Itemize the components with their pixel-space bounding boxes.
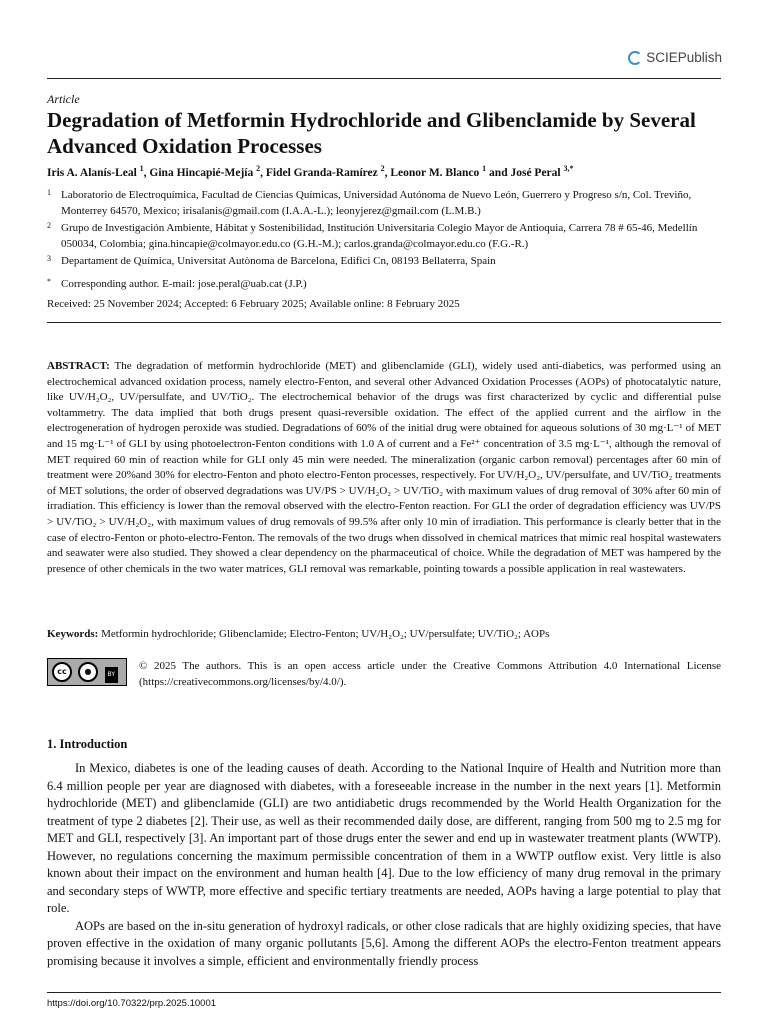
author-affil-mark: 1 — [139, 164, 144, 173]
publisher-logo — [628, 50, 722, 65]
section-heading: 1. Introduction — [47, 737, 128, 751]
keywords-text: Metformin hydrochloride; Glibenclamide; Electro-Fenton; UV/H₂O₂; UV/persulfate; UV/TiO₂; AOPs — [101, 628, 550, 640]
doi-link[interactable]: https://doi.org/10.70322/prp.2025.10001 — [47, 998, 217, 1009]
article-type: Article — [47, 92, 80, 106]
body-paragraph: In Mexico, diabetes is one of the leading causes of death. According to the National Inquire of Health and Nutrition more than 6.4 million people per year are diagnosed with diabetes, with a foreseeable increase in the number in the next years [1]. Metformin hydrochloride (MET) and glibenclamide (GLI) are two antidiabetic drugs recommended by the World Health Organization for the treatment of type 2 diabetes [2]. Their use, as well as their recommended daily dose, are different, ranging from 500 mg to 2.5 mg for MET and GLI, respectively [3]. An important part of those drugs enter the sewer and end up in wastewater treatment plants (WWTP). However, no regulations concerning the maximum permissible concentration of them in a WWTP outflow exist. Very little is also known about their impact on the environment and human health [4]. Due to the low efficiency of many drug removal in the primary and secondary steps of WWTP, more effective and specific tertiary treatments are needed, AOPs having a large potential to play that role. — [47, 761, 721, 915]
author: Gina Hincapié-Mejía — [149, 166, 254, 179]
author: Iris A. Alanís-Leal — [47, 166, 137, 179]
affiliation-number: 1 — [47, 188, 51, 197]
affiliation-number: * — [47, 277, 51, 286]
affiliation-number: 3 — [47, 254, 51, 263]
author-affil-mark: 2 — [380, 164, 385, 173]
affiliation-item — [47, 253, 722, 269]
license-text: © 2025 The authors. This is an open access article under the Creative Commons Attribution 4.0 International License (https://creativecommons.org/licenses/by/4.0/). — [139, 660, 721, 688]
affiliation-text: Corresponding author. E-mail: jose.peral@uab.cat (J.P.) — [61, 278, 307, 290]
license-block — [47, 658, 721, 690]
affiliation-item — [47, 187, 722, 219]
abstract-label: ABSTRACT: — [47, 360, 110, 372]
section-body — [47, 760, 721, 970]
affiliation-number: 2 — [47, 221, 51, 230]
affiliation-item — [47, 220, 722, 252]
paper-title: Degradation of Metformin Hydrochloride and Glibenclamide by Several Advanced Oxidation Processes — [47, 108, 696, 158]
author-affil-mark: 3,* — [563, 164, 574, 173]
abstract — [47, 359, 721, 577]
footer-divider — [47, 992, 721, 993]
cc-by-badge[interactable] — [47, 658, 127, 686]
dates-divider — [47, 322, 721, 323]
keywords-label: Keywords: — [47, 628, 99, 640]
by-label: BY — [105, 667, 118, 683]
author: Leonor M. Blanco — [390, 166, 480, 179]
publisher-name: SCIEPublish — [646, 50, 722, 65]
affiliation-text: Departament de Química, Universitat Autònoma de Barcelona, Edifici Cn, 08193 Bellaterra, Spain — [61, 255, 496, 267]
author-affil-mark: 1 — [482, 164, 487, 173]
author: José Peral — [510, 166, 561, 179]
abstract-text: The degradation of metformin hydrochloride (MET) and glibenclamide (GLI), widely used anti-diabetics, was performed using an electrochemical advanced oxidation process, namely electro-Fenton, and several other Advanced Oxidation Processes (AOPs) of photocatalytic nature, like UV/H₂O₂, UV/persulfate, and UV/TiO₂. The electrochemical behavior of the drugs was first characterized by cyclic and differential pulse voltammetry. The data implied that both drugs present quasi-reversible oxidation. The effect of the applied current and the airflow in the electrogeneration of hydrogen peroxide was studied. Degradations of 60% of the initial drug were obtained for aqueous solutions of 30 mg·L⁻¹ of MET and 15 mg·L⁻¹ of GLI by using photoelectron-Fenton conditions with 1.0 A of current and a Fe²⁺ concentration of 3.5 mg·L⁻¹, although the removal of MET required 60 min of reaction while for GLI only 45 min were needed. The mineralization (organic carbon removal) percentages after 60 min of treatment were 20%and 30% for electro-Fenton and photo electro-Fenton processes, respectively. For UV/H₂O₂, UV/persulfate, and UV/TiO₂ treatments of MET solutions, the order of observed degradations was UV/PS > UV/H₂O₂ > UV/TiO₂ with maximum values of drug removal of 30% after 60 min of irradiation. This efficiency is lower than the removal observed with the electro-Fenton reaction. For GLI the order of degradation efficiency was UV/PS > UV/TiO₂ > UV/H₂O₂, with maximum values of drug removals of 99.5% after only 10 min of irradiation. This performance is clearly better that in the case of electro-Fenton or photo-electro-Fenton. The removals of the two drugs when dissolved in chemical matrices that mimic real hospital wastewaters and seawater were also studied. They showed a clear dependency on the pharmaceutical of choice. While the degradation of MET was hampered by the presence of other chemicals in the two water matrices, GLI removal was remarkable, pointing towards a possible application in real wastewaters. — [47, 360, 721, 575]
keywords — [47, 628, 721, 640]
affiliation-text: Laboratorio de Electroquímica, Facultad de Ciencias Químicas, Universidad Autónoma de Nuevo León, Guerrero y Progreso s/n, Col. Treviño, Monterrey 64570, Mexico; irisalanis@gmail.com (I.A.A.-L.); leonyjerez@gmail.com (L.M.B.) — [61, 189, 692, 217]
publication-dates: Received: 25 November 2024; Accepted: 6 February 2025; Available online: 8 February 2025 — [47, 298, 460, 310]
body-paragraph: AOPs are based on the in-situ generation of hydroxyl radicals, or other close radicals that are highly oxidizing species, that have proven effective in the oxidation of many organic pollutants [5,6]. Among the different AOPs the electro-Fenton treatment appears promising because it involves a simple, efficient and environmentally friendly process — [47, 918, 721, 968]
author-list: Iris A. Alanís-Leal $^1$, Gina Hincapié-Mejía $^2$, Fidel Granda-Ramírez $^2$, Leonor M. Blanco $^1$ and José Peral $^{3,*}$ — [47, 164, 574, 179]
publisher-logo-icon — [628, 51, 642, 65]
affiliations — [47, 187, 722, 293]
author-affil-mark: 2 — [256, 164, 261, 173]
person-icon: ● — [78, 662, 98, 682]
corresponding-author — [47, 276, 722, 292]
author: Fidel Granda-Ramírez — [265, 166, 378, 179]
cc-icon: cc — [52, 662, 72, 682]
header-divider — [47, 78, 721, 79]
affiliation-text: Grupo de Investigación Ambiente, Hábitat y Sostenibilidad, Institución Universitaria Colegio Mayor de Antioquia, Carrera 78 # 65-46, Medellín 050034, Colombia; gina.hincapie@colmayor.edu.co (G.H.-M.); carlos.granda@colmayor.edu.co (F.G.-R.) — [61, 222, 698, 250]
